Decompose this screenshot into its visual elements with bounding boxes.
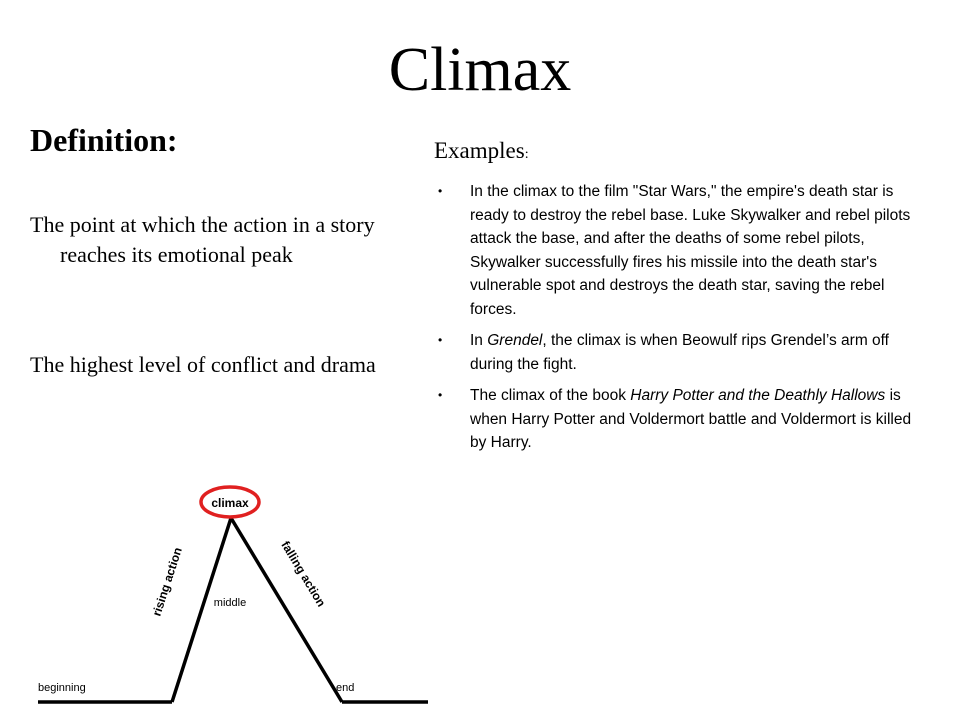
- falling-action-label: falling action: [278, 538, 329, 610]
- example-text-title: Grendel: [487, 332, 543, 349]
- bullet-icon: •: [438, 333, 443, 347]
- example-item-star-wars: [434, 180, 929, 321]
- beginning-label: beginning: [38, 682, 86, 694]
- examples-heading-text: Examples: [434, 138, 525, 163]
- example-item-grendel: [434, 329, 929, 376]
- example-text-suffix: is when Harry Potter and Voldermort battle and Voldermort is killed by Harry.: [470, 387, 912, 451]
- rising-line: [172, 518, 231, 702]
- rising-action-label: rising action: [149, 545, 185, 618]
- definition-paragraph-2: The highest level of conflict and drama: [30, 352, 376, 377]
- example-text-prefix: In: [470, 332, 488, 349]
- bullet-icon: •: [438, 184, 443, 198]
- slide-title: Climax: [388, 36, 572, 104]
- end-label: end: [336, 682, 355, 694]
- example-item-harry-potter: [434, 384, 929, 455]
- middle-label: middle: [213, 597, 247, 609]
- definition-paragraph-1: The point at which the action in a story reaches its emotional peak: [30, 212, 375, 267]
- examples-list: [434, 180, 929, 463]
- example-text-prefix: The climax of the book: [470, 387, 631, 404]
- example-text-suffix: , the climax is when Beowulf rips Grendel’s arm off during the fight.: [470, 332, 889, 373]
- example-text: In the climax to the film "Star Wars," the empire's death star is ready to destroy the rebel base. Luke Skywalker and rebel pilots attack the base, and after the deaths of some rebel pilots, Skywalker successfully fires his missile into the death star's vulnerable spot and destroys the death star, saving the rebel forces.: [470, 183, 911, 318]
- climax-label: climax: [211, 496, 249, 510]
- example-text-title: Harry Potter and the Deathly Hallows: [630, 387, 886, 404]
- bullet-icon: •: [438, 388, 443, 402]
- examples-heading-colon: :: [524, 147, 529, 162]
- definition-heading: Definition:: [30, 122, 178, 158]
- examples-heading: [434, 136, 529, 170]
- plot-structure-diagram: [30, 478, 430, 720]
